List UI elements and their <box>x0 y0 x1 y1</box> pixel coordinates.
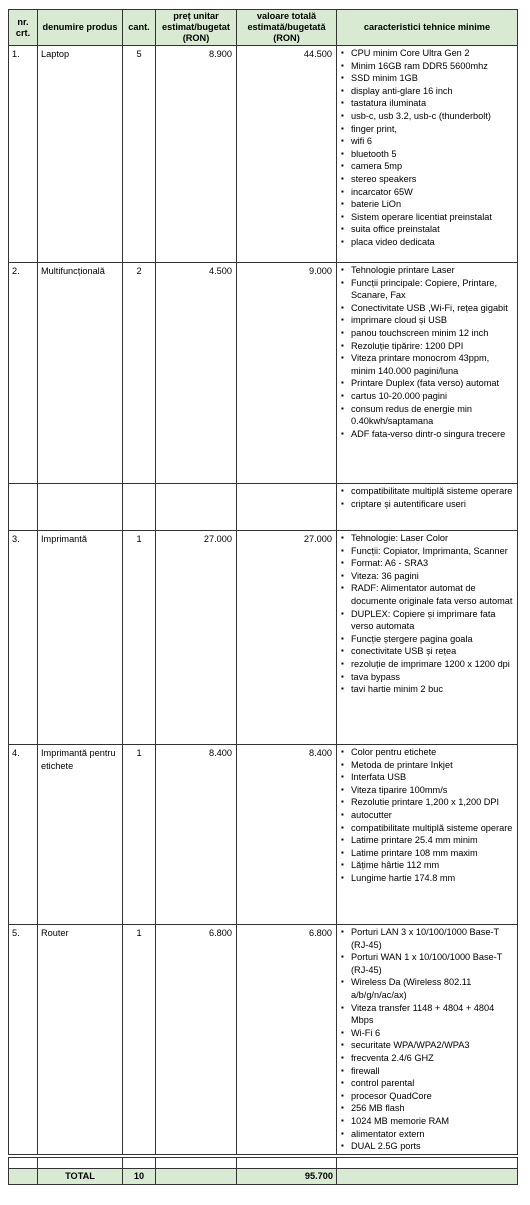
row-pret: 6.800 <box>156 925 237 1155</box>
spec-list <box>339 485 515 510</box>
spec-item: ▪ Viteza transfer 1148 + 4804 + 4804 Mbps <box>351 1002 515 1027</box>
spec-item: ▪ Interfata USB <box>351 771 515 784</box>
header-caracteristici: caracteristici tehnice minime <box>337 10 518 46</box>
spec-item: ▪ tavi hartie minim 2 buc <box>351 683 515 696</box>
spec-item: ▪ compatibilitate multiplă sisteme operare <box>351 485 515 498</box>
spec-item: ▪ Minim 16GB ram DDR5 5600mhz <box>351 60 515 73</box>
row-pret: 27.000 <box>156 531 237 745</box>
spec-item: ▪ rezoluție de imprimare 1200 x 1200 dpi <box>351 658 515 671</box>
spec-item: ▪ 256 MB flash <box>351 1102 515 1115</box>
spec-item: ▪ compatibilitate multiplă sisteme operare <box>351 822 515 835</box>
row-pret: 8.900 <box>156 46 237 263</box>
spec-item: ▪ firewall <box>351 1065 515 1078</box>
spec-item: ▪ cartus 10-20.000 pagini <box>351 390 515 403</box>
row-nr: 3. <box>9 531 38 745</box>
spec-item: ▪ Viteza printare monocrom 43ppm, minim 140.000 pagini/luna <box>351 352 515 377</box>
row-denumire: Router <box>38 925 123 1155</box>
spec-list <box>339 47 515 249</box>
spec-list <box>339 746 515 885</box>
spec-item: ▪ usb-c, usb 3.2, usb-c (thunderbolt) <box>351 110 515 123</box>
row-denumire: Imprimantă pentru etichete <box>38 745 123 925</box>
spec-item: ▪ Color pentru etichete <box>351 746 515 759</box>
row-specs <box>337 263 518 484</box>
table-header-row <box>9 10 518 46</box>
spec-item: ▪ Porturi LAN 3 x 10/100/1000 Base-T (RJ-45) <box>351 926 515 951</box>
spec-item: ▪ Tehnologie printare Laser <box>351 264 515 277</box>
spec-list <box>339 264 515 440</box>
spec-item: ▪ tastatura iluminata <box>351 97 515 110</box>
row-denumire: Laptop <box>38 46 123 263</box>
spec-item: ▪ procesor QuadCore <box>351 1090 515 1103</box>
header-pret: preț unitar estimat/bugetat (RON) <box>156 10 237 46</box>
spec-item: ▪ placa video dedicata <box>351 236 515 249</box>
row-cant: 1 <box>123 745 156 925</box>
row-specs <box>337 531 518 745</box>
spec-item: ▪ tava bypass <box>351 671 515 684</box>
spec-item: ▪ Wireless Da (Wireless 802.11 a/b/g/n/ac/ax) <box>351 976 515 1001</box>
spec-item: ▪ bluetooth 5 <box>351 148 515 161</box>
total-label: TOTAL <box>38 1169 123 1185</box>
row-pret: 4.500 <box>156 263 237 484</box>
row-denumire: Multifuncțională <box>38 263 123 484</box>
spec-item: ▪ camera 5mp <box>351 160 515 173</box>
spec-list <box>339 926 515 1153</box>
spec-item: ▪ Viteza: 36 pagini <box>351 570 515 583</box>
table-row <box>9 531 518 745</box>
spec-item: ▪ Sistem operare licentiat preinstalat <box>351 211 515 224</box>
spec-item: ▪ CPU minim Core Ultra Gen 2 <box>351 47 515 60</box>
spec-item: ▪ Porturi WAN 1 x 10/100/1000 Base-T (RJ-45) <box>351 951 515 976</box>
spec-item: ▪ 1024 MB memorie RAM <box>351 1115 515 1128</box>
spec-item: ▪ Latime printare 108 mm maxim <box>351 847 515 860</box>
spec-item: ▪ display anti-glare 16 inch <box>351 85 515 98</box>
row-nr: 2. <box>9 263 38 484</box>
row-cant: 2 <box>123 263 156 484</box>
spec-item: ▪ Lungime hartie 174.8 mm <box>351 872 515 885</box>
spec-item: ▪ Conectivitate USB ,Wi-Fi, rețea gigabit <box>351 302 515 315</box>
spec-item: ▪ Tehnologie: Laser Color <box>351 532 515 545</box>
spec-item: ▪ Funcție ștergere pagina goala <box>351 633 515 646</box>
table-row <box>9 925 518 1155</box>
spec-item: ▪ Funcții principale: Copiere, Printare, Scanare, Fax <box>351 277 515 302</box>
spec-item: ▪ imprimare cloud și USB <box>351 314 515 327</box>
table-row <box>9 46 518 263</box>
spec-item: ▪ Viteza tiparire 100mm/s <box>351 784 515 797</box>
spec-item: ▪ DUAL 2.5G ports <box>351 1140 515 1153</box>
total-cant: 10 <box>123 1169 156 1185</box>
row-specs <box>337 925 518 1155</box>
table-row-continuation <box>9 484 518 531</box>
products-table-page-1 <box>8 9 518 484</box>
spec-item: ▪ ADF fata-verso dintr-o singura trecere <box>351 428 515 441</box>
spec-item: ▪ autocutter <box>351 809 515 822</box>
row-specs <box>337 484 518 531</box>
spec-item: ▪ incarcator 65W <box>351 186 515 199</box>
spec-item: ▪ alimentator extern <box>351 1128 515 1141</box>
row-nr: 4. <box>9 745 38 925</box>
spec-item: ▪ DUPLEX: Copiere și imprimare fata verso automata <box>351 608 515 633</box>
header-nr: nr. crt. <box>9 10 38 46</box>
row-valoare: 44.500 <box>237 46 337 263</box>
row-denumire: Imprimantă <box>38 531 123 745</box>
header-cant: cant. <box>123 10 156 46</box>
products-table-page-2 <box>8 483 518 1155</box>
row-valoare: 8.400 <box>237 745 337 925</box>
total-table <box>8 1157 518 1185</box>
row-valoare: 6.800 <box>237 925 337 1155</box>
spec-item: ▪ frecventa 2.4/6 GHZ <box>351 1052 515 1065</box>
spec-item: ▪ control parental <box>351 1077 515 1090</box>
spec-item: ▪ panou touchscreen minim 12 inch <box>351 327 515 340</box>
spec-item: ▪ Wi-Fi 6 <box>351 1027 515 1040</box>
spec-item: ▪ Rezolutie printare 1,200 x 1,200 DPI <box>351 796 515 809</box>
spec-item: ▪ suita office preinstalat <box>351 223 515 236</box>
spec-list <box>339 532 515 696</box>
spec-item: ▪ RADF: Alimentator automat de documente originale fata verso automat <box>351 582 515 607</box>
spec-item: ▪ SSD minim 1GB <box>351 72 515 85</box>
row-specs <box>337 46 518 263</box>
row-specs <box>337 745 518 925</box>
spec-item: ▪ Printare Duplex (fata verso) automat <box>351 377 515 390</box>
spec-item: ▪ Rezoluție tipărire: 1200 DPI <box>351 340 515 353</box>
spec-item: ▪ stereo speakers <box>351 173 515 186</box>
header-denumire: denumire produs <box>38 10 123 46</box>
row-cant: 5 <box>123 46 156 263</box>
spec-item: ▪ conectivitate USB și rețea <box>351 645 515 658</box>
row-nr: 1. <box>9 46 38 263</box>
spec-item: ▪ finger print, <box>351 123 515 136</box>
total-valoare: 95.700 <box>237 1169 337 1185</box>
spec-item: ▪ securitate WPA/WPA2/WPA3 <box>351 1039 515 1052</box>
spec-item: ▪ baterie LiOn <box>351 198 515 211</box>
spec-item: ▪ Metoda de printare Inkjet <box>351 759 515 772</box>
table-row <box>9 745 518 925</box>
row-cant: 1 <box>123 925 156 1155</box>
total-row <box>9 1169 518 1185</box>
row-cant: 1 <box>123 531 156 745</box>
row-nr: 5. <box>9 925 38 1155</box>
blank-row <box>9 1158 518 1169</box>
spec-item: ▪ Latime printare 25.4 mm minim <box>351 834 515 847</box>
header-valoare: valoare totală estimată/bugetată (RON) <box>237 10 337 46</box>
row-valoare: 9.000 <box>237 263 337 484</box>
spec-item: ▪ wifi 6 <box>351 135 515 148</box>
spec-item: ▪ Funcții: Copiator, Imprimanta, Scanner <box>351 545 515 558</box>
table-row <box>9 263 518 484</box>
spec-item: ▪ Lățime hârtie 112 mm <box>351 859 515 872</box>
spec-item: ▪ criptare și autentificare useri <box>351 498 515 511</box>
row-valoare: 27.000 <box>237 531 337 745</box>
spec-item: ▪ Format: A6 - SRA3 <box>351 557 515 570</box>
spec-item: ▪ consum redus de energie min 0.40kwh/saptamana <box>351 403 515 428</box>
row-pret: 8.400 <box>156 745 237 925</box>
